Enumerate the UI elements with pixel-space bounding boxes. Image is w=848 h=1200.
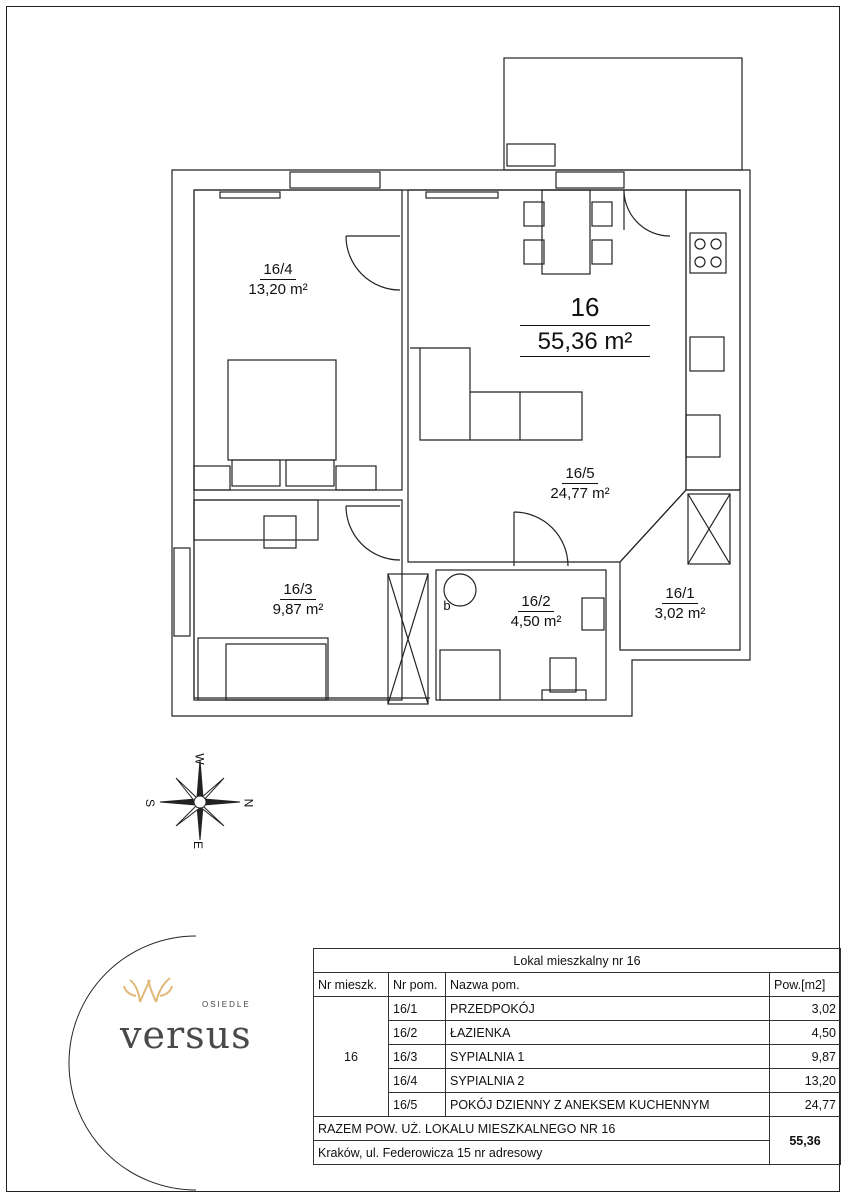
room-name-cell: SYPIALNIA 1 <box>446 1045 770 1069</box>
room-number: 16/2 <box>518 592 553 612</box>
room-label-16-1 <box>628 584 732 623</box>
bed-large <box>228 360 336 460</box>
room-number: 16/5 <box>562 464 597 484</box>
room-area: 24,77 m² <box>550 485 610 502</box>
room-label-16-4 <box>226 260 330 299</box>
wall-room-16-5 <box>408 190 686 562</box>
table-row <box>314 1093 841 1117</box>
room-area: 13,20 m² <box>248 281 308 298</box>
room-area-cell: 13,20 <box>770 1069 841 1093</box>
room-name-cell: POKÓJ DZIENNY Z ANEKSEM KUCHENNYM <box>446 1093 770 1117</box>
desk <box>194 500 318 540</box>
room-area-cell: 4,50 <box>770 1021 841 1045</box>
balcony <box>504 58 742 170</box>
compass-rose <box>160 760 240 840</box>
room-no-cell: 16/2 <box>389 1021 446 1045</box>
wall-room-16-2 <box>436 570 606 700</box>
room-area-cell: 9,87 <box>770 1045 841 1069</box>
apartment-area: 55,36 m² <box>520 326 650 357</box>
room-no-cell: 16/3 <box>389 1045 446 1069</box>
room-number: 16/4 <box>260 260 295 280</box>
logo <box>106 975 276 1075</box>
table-title: Lokal mieszkalny nr 16 <box>314 949 841 973</box>
header-area: Pow.[m2] <box>770 973 841 997</box>
room-area-cell: 3,02 <box>770 997 841 1021</box>
room-number: 16/3 <box>280 580 315 600</box>
rooms-table <box>313 948 841 1165</box>
header-name: Nazwa pom. <box>446 973 770 997</box>
room-label-16-2 <box>486 592 586 631</box>
window-top-right <box>556 172 624 188</box>
total-value: 55,36 <box>770 1117 841 1165</box>
window-left <box>174 548 190 636</box>
hob <box>690 233 726 273</box>
room-no-cell: 16/1 <box>389 997 446 1021</box>
room-name-cell: SYPIALNIA 2 <box>446 1069 770 1093</box>
table-row <box>314 1069 841 1093</box>
table-row <box>314 1021 841 1045</box>
compass-s: S <box>143 798 158 808</box>
apt-number-cell: 16 <box>314 997 389 1117</box>
logo-small-text: OSIEDLE <box>202 1000 251 1009</box>
compass-n: N <box>241 798 256 808</box>
table-row <box>314 997 841 1021</box>
room-name-cell: PRZEDPOKÓJ <box>446 997 770 1021</box>
window-top-left <box>290 172 380 188</box>
table-row <box>314 1045 841 1069</box>
room-label-16-3 <box>246 580 350 619</box>
header-room: Nr pom. <box>389 973 446 997</box>
dining-table <box>542 190 590 274</box>
door-16-4 <box>346 236 400 290</box>
outer-wall <box>172 170 750 716</box>
wall-room-16-1 <box>620 490 740 650</box>
room-number: 16/1 <box>662 584 697 604</box>
fridge <box>686 415 720 457</box>
shower <box>440 650 500 700</box>
room-label-16-5 <box>528 464 632 503</box>
compass-e: E <box>191 840 206 850</box>
wall-room-16-4 <box>194 190 402 490</box>
compass-w: W <box>192 753 207 765</box>
logo-name: versus <box>120 1013 252 1057</box>
boiler-label: b <box>443 598 451 613</box>
bed-small <box>198 638 328 700</box>
room-area: 4,50 m² <box>510 613 562 630</box>
radiator-16-4 <box>220 192 280 198</box>
total-label: RAZEM POW. UŻ. LOKALU MIESZKALNEGO NR 16 <box>314 1117 770 1141</box>
room-area: 9,87 m² <box>272 601 324 618</box>
room-no-cell: 16/5 <box>389 1093 446 1117</box>
room-area-cell: 24,77 <box>770 1093 841 1117</box>
balcony-box <box>507 144 555 166</box>
kitchen-sink <box>690 337 724 371</box>
room-name-cell: ŁAZIENKA <box>446 1021 770 1045</box>
door-16-2 <box>514 512 568 566</box>
sofa <box>410 348 582 440</box>
door-16-3 <box>346 506 400 560</box>
address: Kraków, ul. Federowicza 15 nr adresowy <box>314 1141 770 1165</box>
radiator-16-5 <box>426 192 498 198</box>
apartment-number: 16 <box>520 292 650 326</box>
apartment-label <box>520 292 650 357</box>
header-apt: Nr mieszk. <box>314 973 389 997</box>
toilet <box>550 658 576 692</box>
door-entrance <box>624 190 670 236</box>
room-area: 3,02 m² <box>654 605 706 622</box>
room-no-cell: 16/4 <box>389 1069 446 1093</box>
kitchen-counter <box>686 190 740 490</box>
